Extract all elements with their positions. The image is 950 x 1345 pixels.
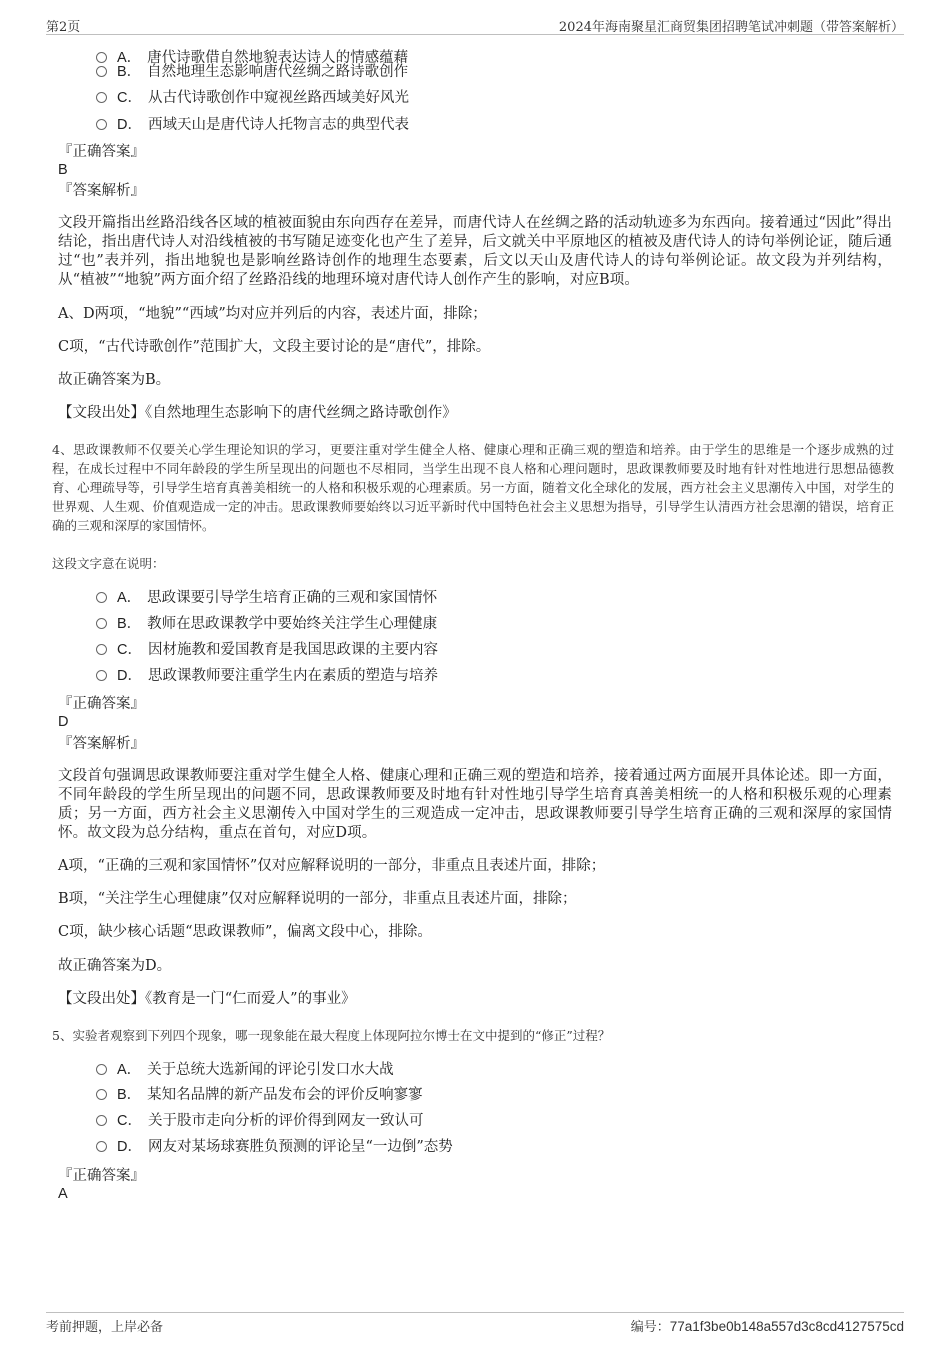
q4-analysis-a: A项，“正确的三观和家国情怀”仅对应解释说明的一部分，非重点且表述片面，排除； (58, 858, 606, 874)
q4-option-d[interactable]: D． 思政课教师要注重学生内在素质的塑造与培养 (96, 666, 438, 686)
q5-option-d[interactable]: D． 网友对某场球赛胜负预测的评论呈“一边倒”态势 (96, 1137, 453, 1157)
q3-option-c[interactable]: C． 从古代诗歌创作中窥视丝路西域美好风光 (96, 88, 409, 108)
q4-source: 【文段出处】《教育是一门“仁而爱人”的事业》 (58, 991, 356, 1007)
q4-option-a[interactable]: A． 思政课要引导学生培育正确的三观和家国情怀 (96, 588, 437, 608)
q3-option-a[interactable]: A． 唐代诗歌借自然地貌表达诗人的情感蕴藉 (96, 48, 408, 68)
radio-icon[interactable] (96, 592, 107, 603)
q5-option-a[interactable]: A． 关于总统大选新闻的评论引发口水大战 (96, 1060, 394, 1080)
radio-icon[interactable] (96, 644, 107, 655)
q4-stem: 4、思政课教师不仅要关心学生理论知识的学习，更要注重对学生健全人格、健康心理和正确三观的塑造和培养。由于学生的思维是一个逐步成熟的过程，在成长过程中不同年龄段的学生所呈现出的问题也不尽相同，当学生出现不良人格和心理问题时，思政课教师要及时地有针对性地进行思想品德教育、心理疏导等，引导学生培育真善美相统一的人格和积极乐观的心理素质。另一方面，随着文化全球化的发展，西方社会主义思潮传入中国，对学生的世界观、人生观、价值观造成一定的冲击。思政课教师要始终以习近平新时代中国特色社会主义思想为指导，引导学生认清西方社会思潮的错误，培育正确的三观和深厚的家国情怀。 (52, 442, 894, 533)
q4-answer: D (58, 714, 69, 730)
footer-slogan: 考前押题，上岸必备 (46, 1320, 164, 1335)
radio-icon[interactable] (96, 1141, 107, 1152)
page-header (46, 16, 904, 35)
radio-icon[interactable] (96, 618, 107, 629)
radio-icon[interactable] (96, 92, 107, 103)
radio-icon[interactable] (96, 1115, 107, 1126)
q3-answer: B (58, 162, 68, 178)
q3-analysis-c: C项，“古代诗歌创作”范围扩大，文段主要讨论的是“唐代”，排除。 (58, 339, 491, 355)
footer-code-label: 编号： (630, 1320, 670, 1335)
q3-analysis-label: 『答案解析』 (58, 183, 145, 199)
q3-analysis-ad: A、D两项，“地貌”“西域”均对应并列后的内容，表述片面，排除； (58, 306, 487, 322)
q3-analysis-paragraph: 文段开篇指出丝路沿线各区域的植被面貌由东向西存在差异，而唐代诗人在丝绸之路的活动轨迹多为东西向。接着通过“因此”得出结论，指出唐代诗人对沿线植被的书写随足迹变化也产生了差异，后文就关中平原地区的植被及唐代诗人的诗句举例论证，随后通过“也”表并列，指出地貌也是影响丝路诗创作的地理生态要素，后文以天山及唐代诗人的诗句举例论证。故文段为并列结构，从“植被”“地貌”两方面介绍了丝路沿线的地理环境对唐代诗人创作产生的影响，对应B项。 (58, 215, 892, 288)
footer-code-value: 77a1f3be0b148a557d3c8cd4127575cd (669, 1319, 904, 1334)
document-title: 2024年海南聚星汇商贸集团招聘笔试冲刺题（带答案解析） (558, 20, 904, 35)
q3-conclusion: 故正确答案为B。 (58, 372, 171, 388)
q5-answer: A (58, 1186, 68, 1202)
radio-icon[interactable] (96, 1064, 107, 1075)
q4-analysis-c: C项，缺少核心话题“思政课教师”，偏离文段中心，排除。 (58, 924, 432, 940)
q4-option-c[interactable]: C． 因材施教和爱国教育是我国思政课的主要内容 (96, 640, 438, 660)
radio-icon[interactable] (96, 66, 107, 77)
q4-conclusion: 故正确答案为D。 (58, 958, 172, 974)
page-footer (46, 1312, 904, 1337)
q3-source: 【文段出处】《自然地理生态影响下的唐代丝绸之路诗歌创作》 (58, 405, 457, 421)
q4-answer-label: 『正确答案』 (58, 696, 145, 712)
footer-code (631, 1316, 904, 1335)
q5-answer-label: 『正确答案』 (58, 1168, 145, 1184)
q3-answer-label: 『正确答案』 (58, 144, 145, 160)
q5-option-c[interactable]: C． 关于股市走向分析的评价得到网友一致认可 (96, 1111, 423, 1131)
q4-analysis-b: B项，“关注学生心理健康”仅对应解释说明的一部分，非重点且表述片面，排除； (58, 891, 577, 907)
q3-option-d[interactable]: D． 西域天山是唐代诗人托物言志的典型代表 (96, 115, 409, 135)
q4-analysis-paragraph: 文段首句强调思政课教师要注重对学生健全人格、健康心理和正确三观的塑造和培养，接着通过两方面展开具体论述。即一方面，不同年龄段的学生所呈现出的问题不同，思政课教师要及时地有针对性地引导学生培育真善美相统一的人格和积极乐观的心理素质；另一方面，西方社会主义思潮传入中国对学生的三观造成一定冲击，思政课教师要引导学生培育正确的三观和深厚的家国情怀。故文段为总分结构，重点在首句，对应D项。 (58, 768, 892, 841)
q4-analysis-label: 『答案解析』 (58, 736, 145, 752)
radio-icon[interactable] (96, 670, 107, 681)
q3-option-b[interactable]: B． 自然地理生态影响唐代丝绸之路诗歌创作 (96, 62, 408, 82)
q4-prompt: 这段文字意在说明： (52, 556, 165, 571)
q5-option-b[interactable]: B． 某知名品牌的新产品发布会的评价反响寥寥 (96, 1085, 423, 1105)
page-number: 第2页 (46, 20, 81, 35)
radio-icon[interactable] (96, 1089, 107, 1100)
q5-stem: 5、实验者观察到下列四个现象，哪一现象能在最大程度上体现阿拉尔博士在文中提到的“修正”过程？ (52, 1028, 611, 1043)
radio-icon[interactable] (96, 119, 107, 130)
q4-option-b[interactable]: B． 教师在思政课教学中要始终关注学生心理健康 (96, 614, 437, 634)
